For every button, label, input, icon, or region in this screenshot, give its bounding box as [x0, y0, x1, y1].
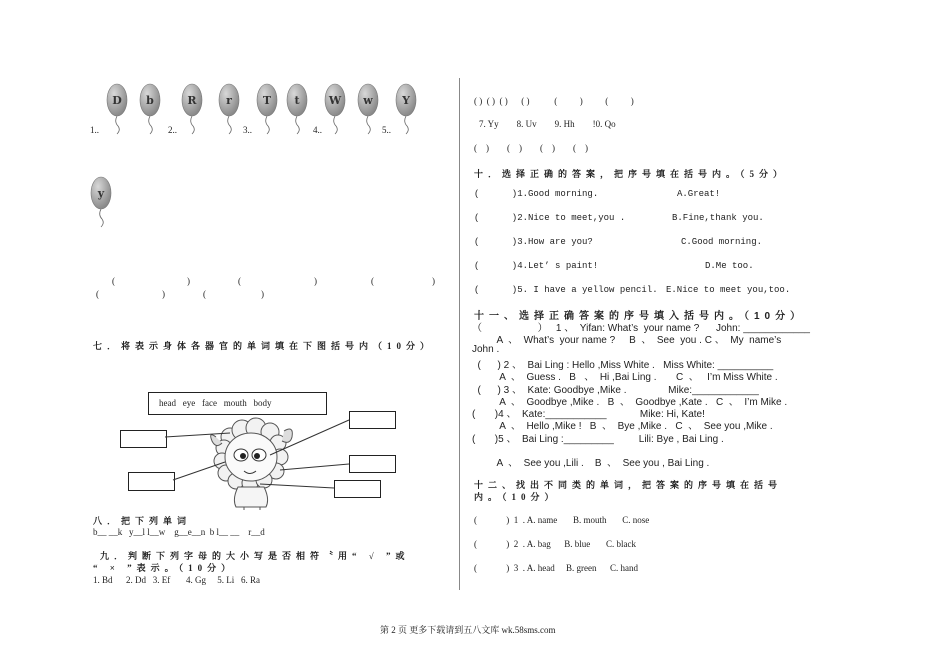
s11-line: John .	[472, 343, 500, 355]
balloon-letter: W	[328, 94, 342, 107]
section9-title-2: “ × ”表示。（10分）	[93, 563, 236, 573]
s10-answer: E.Nice to meet you,too.	[666, 285, 791, 295]
paren: (	[203, 289, 206, 299]
s10-answer: B.Fine,thank you.	[672, 213, 764, 223]
s12-row: ( ) 2 . A. bag B. blue C. black	[474, 539, 636, 549]
right-paren-row-2: ( ) ( ) ( ) ( )	[474, 143, 588, 153]
section12-title-2: 内。（10分）	[474, 492, 559, 502]
balloon-letter: t	[294, 94, 300, 107]
paren: )	[314, 276, 317, 286]
balloon-8	[358, 84, 378, 134]
s11-line: ( )5 、 Bai Ling :_________ Lili: Bye , Bai Ling .	[472, 433, 724, 445]
balloon-letter: T	[262, 94, 272, 107]
section11-title: 十一、选择正确答案的序号填入括号内。（10分）	[474, 311, 806, 322]
s11-line: ( )4 、 Kate:___________ Mike: Hi, Kate!	[472, 409, 705, 421]
s12-row: ( ) 1 . A. name B. mouth C. nose	[474, 515, 650, 525]
right-paren-row-1: ( ) ( ) ( ) ( ) ( ) ( )	[474, 96, 634, 106]
paren: (	[371, 276, 374, 286]
section8-words: b__ __k y__l l__w g__e__n b l__ __ r__d	[93, 527, 265, 537]
s10-answer: D.Me too.	[705, 261, 754, 271]
section10-title: 十．选择正确的答案，把序号填在括号内。（5分）	[474, 169, 788, 179]
paren: )	[432, 276, 435, 286]
s12-row: ( ) 3 . A. head B. green C. hand	[474, 563, 638, 573]
s11-line: A 、 What’s your name ? B 、 See you . C 、 My name’s	[472, 335, 782, 347]
section7-title: 七．将表示身体各器官的单词填在下图括号内（10分）	[93, 341, 435, 351]
paren: (	[96, 289, 99, 299]
s11-line: A 、 Guess . B 、 Hi ,Bai Ling . C 、 I’m Miss White .	[472, 372, 778, 384]
balloon-6	[287, 84, 307, 134]
s10-question: ( )4.Let’ s paint!	[474, 261, 599, 271]
balloon-10	[91, 177, 111, 227]
balloon-label-2: 2..	[168, 125, 177, 135]
balloon-label-3: 3..	[243, 125, 252, 135]
paren: )	[162, 289, 165, 299]
balloon-label-4: 4..	[313, 125, 322, 135]
s10-question: ( )2.Nice to meet,you .	[474, 213, 626, 223]
balloon-letter: w	[363, 94, 373, 107]
column-divider	[459, 78, 460, 590]
balloon-1	[107, 84, 127, 134]
s10-answer: A.Great!	[677, 189, 721, 199]
paren: (	[238, 276, 241, 286]
balloon-letter: b	[146, 94, 154, 107]
balloon-5	[257, 84, 277, 134]
s11-line: A 、 Hello ,Mike ! B 、 Bye ,Mike . C 、 See you ,Mike .	[472, 421, 773, 433]
s11-line: （ ） 1 、 Yifan: What’s your name ? John: ____________	[472, 323, 810, 334]
s11-line: A 、 Goodbye ,Mike . B 、 Goodbye ,Kate . C 、 I’m Mike .	[472, 396, 788, 408]
letter-pairs-row: 7. Yy 8. Uv 9. Hh !0. Qo	[479, 119, 616, 129]
paren: )	[187, 276, 190, 286]
page-footer: 第 2 页 更多下载请到五八文库 wk.58sms.com	[380, 625, 556, 635]
balloon-2	[140, 84, 160, 134]
balloon-letter: r	[226, 94, 232, 107]
balloon-4	[219, 84, 239, 134]
section9-items: 1. Bd 2. Dd 3. Ef 4. Gg 5. Li 6. Ra	[93, 575, 260, 585]
balloon-letter: R	[187, 94, 197, 107]
s11-line: ( ) 3 、 Kate: Goodbye ,Mike . Mike:____________	[472, 384, 759, 396]
section8-title: 八．把下列单词	[93, 516, 192, 526]
balloon-label-1: 1..	[90, 125, 99, 135]
balloon-letter: y	[97, 187, 105, 200]
s11-line: ( ) 2 、 Bai Ling : Hello ,Miss White . Miss White: __________	[472, 359, 774, 371]
balloon-9	[396, 84, 416, 134]
s10-answer: C.Good morning.	[681, 237, 763, 247]
balloon-3	[182, 84, 202, 134]
paren: )	[261, 289, 264, 299]
s10-question: ( )5. I have a yellow pencil.	[474, 285, 658, 295]
s10-question: ( )3.How are you?	[474, 237, 593, 247]
s11-line: A 、 See you ,Lili . B 、 See you , Bai Ling .	[472, 458, 710, 470]
paren: (	[112, 276, 115, 286]
balloon-label-5: 5..	[382, 125, 391, 135]
s10-question: ( )1.Good morning.	[474, 189, 599, 199]
balloon-letter: D	[112, 94, 122, 107]
section12-title-1: 十二、找出不同类的单词，把答案的序号填在括号	[474, 480, 783, 490]
balloon-letter: Y	[402, 94, 410, 107]
balloon-7	[325, 84, 345, 134]
section9-title-1: 九．判断下列字母的大小写是否相符〝用“ √ ”或	[100, 551, 410, 561]
word-bank-text: head eye face mouth body	[159, 398, 272, 408]
letter-balloons	[0, 0, 450, 230]
